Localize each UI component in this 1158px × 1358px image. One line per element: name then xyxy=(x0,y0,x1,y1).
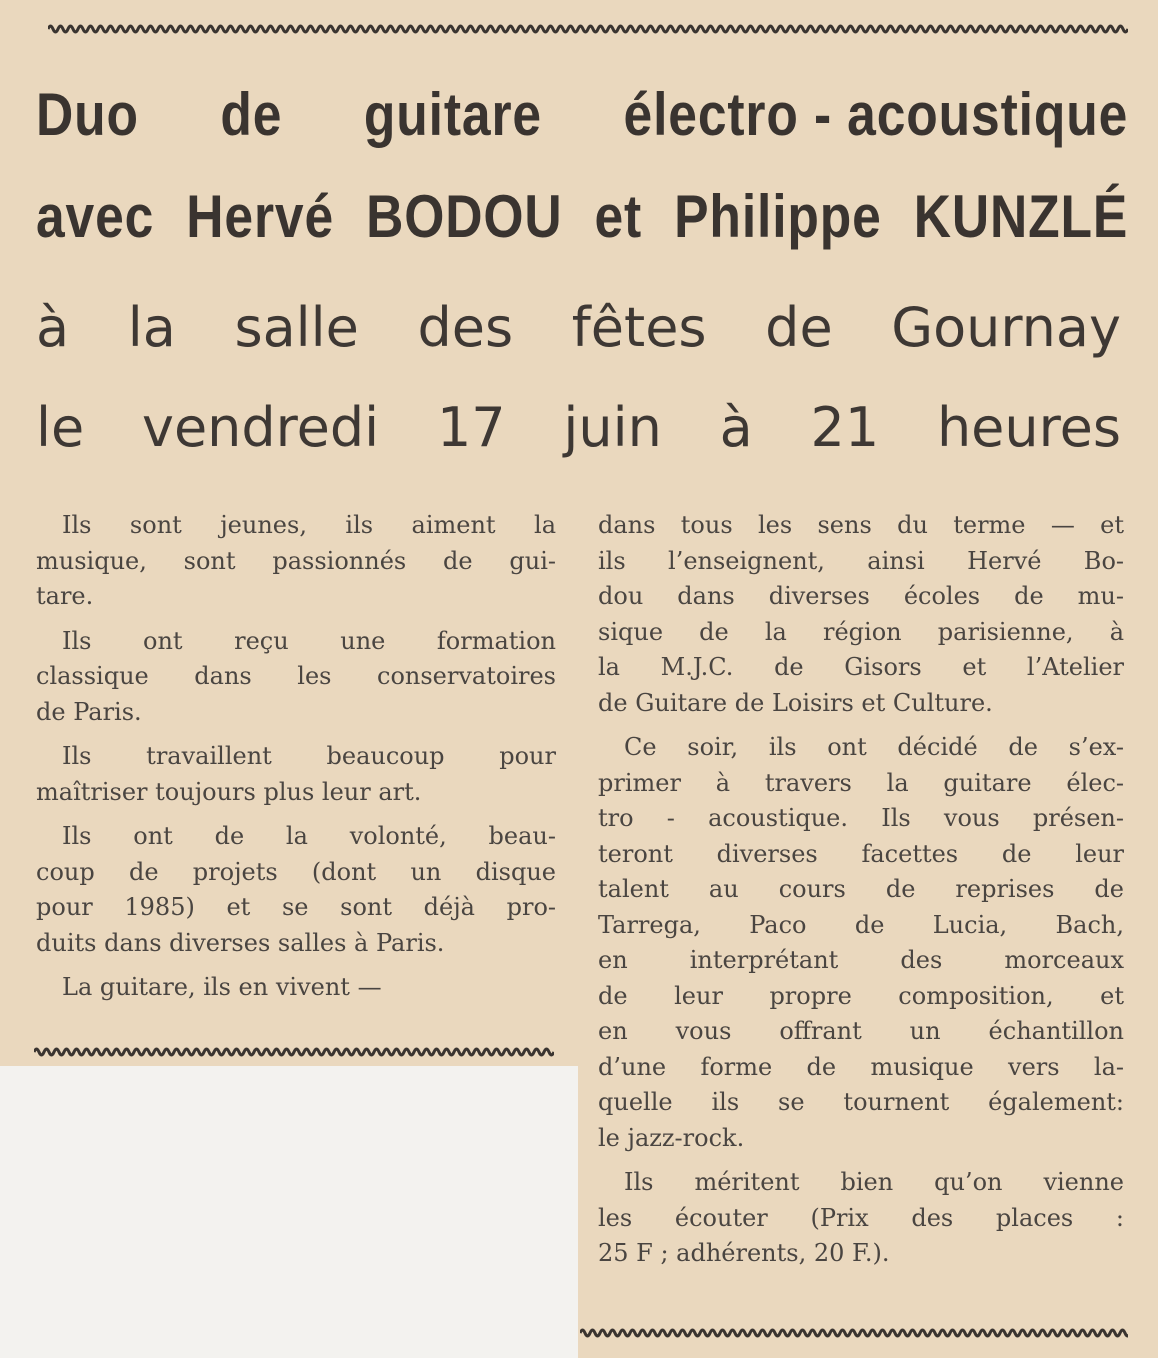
headline-word: à xyxy=(719,396,753,459)
paragraph xyxy=(36,508,556,615)
text-line: La guitare, ils en vivent — xyxy=(62,973,382,1001)
text-line: 25 F ; adhérents, 20 F.). xyxy=(598,1239,890,1267)
text-line: sique de la région parisienne, à xyxy=(598,617,1124,646)
text-line: de leur propre composition, et xyxy=(598,981,1124,1010)
text-line: musique, sont passionnés de gui- xyxy=(36,546,556,575)
text-line: teront diverses facettes de leur xyxy=(598,839,1124,868)
text-line: Ils méritent bien qu’on vienne xyxy=(624,1168,1124,1196)
text-line: Ils ont reçu une formation xyxy=(62,626,556,655)
headline-word: avec xyxy=(36,183,155,250)
headline-word: et xyxy=(594,183,643,250)
text-line: quelle ils se tournent également: xyxy=(598,1088,1124,1116)
right-bottom-wavy-rule xyxy=(580,1326,1128,1340)
text-line: classique dans les conservatoires xyxy=(36,662,556,690)
headline-line-4 xyxy=(36,396,1126,459)
text-line: la M.J.C. de Gisors et l’Atelier xyxy=(598,653,1124,681)
paragraph xyxy=(598,730,1124,1156)
text-line: Ils sont jeunes, ils aiment la xyxy=(62,511,556,539)
headline-word: de xyxy=(765,296,833,359)
paragraph xyxy=(598,1165,1124,1272)
text-line: d’une forme de musique vers la- xyxy=(598,1052,1124,1081)
text-line: de Paris. xyxy=(36,697,142,726)
headline-word: le xyxy=(36,396,85,459)
headline-word: KUNZLÉ xyxy=(913,183,1129,250)
text-line: le jazz-rock. xyxy=(598,1123,745,1152)
text-line: en interprétant des morceaux xyxy=(598,946,1124,974)
headline-word: Philippe xyxy=(674,183,882,250)
headline-word: 17 xyxy=(436,396,506,459)
paragraph xyxy=(36,970,556,1006)
headline-word: vendredi xyxy=(141,396,380,459)
paragraph xyxy=(36,819,556,961)
text-line: de Guitare de Loisirs et Culture. xyxy=(598,688,993,717)
headline-word: à xyxy=(36,296,70,359)
article-right-column xyxy=(598,508,1124,1272)
text-line: pour 1985) et se sont déjà pro- xyxy=(36,893,556,921)
headline-word: de xyxy=(220,81,283,148)
headline-word: guitare xyxy=(363,81,542,148)
text-line: dou dans diverses écoles de mu- xyxy=(598,582,1124,610)
text-line: Tarrega, Paco de Lucia, Bach, xyxy=(598,910,1124,939)
headline-word: Gournay xyxy=(891,296,1121,359)
text-line: tro - acoustique. Ils vous présen- xyxy=(598,804,1124,832)
headline-word: Hervé xyxy=(186,183,335,250)
text-line: en vous offrant un échantillon xyxy=(598,1017,1124,1045)
text-line: les écouter (Prix des places : xyxy=(598,1203,1124,1232)
headline-word: salle xyxy=(234,296,359,359)
headline-word: la xyxy=(127,296,176,359)
text-line: ils l’enseignent, ainsi Hervé Bo- xyxy=(598,546,1124,575)
headline-word: électro - acoustique xyxy=(623,81,1129,148)
text-line: Ils travaillent beaucoup pour xyxy=(62,742,556,770)
headline-word: des xyxy=(417,296,514,359)
headline-word: juin xyxy=(563,396,662,459)
text-line: tare. xyxy=(36,582,94,610)
text-line: duits dans diverses salles à Paris. xyxy=(36,928,445,957)
headline-word: 21 xyxy=(810,396,880,459)
headline-word: BODOU xyxy=(366,183,563,250)
text-line: talent au cours de reprises de xyxy=(598,875,1124,903)
headline-word: fêtes xyxy=(571,296,707,359)
left-bottom-wavy-rule xyxy=(34,1045,554,1059)
text-line: Ils ont de la volonté, beau- xyxy=(62,822,556,850)
blank-background xyxy=(0,1066,578,1358)
text-line: Ce soir, ils ont décidé de s’ex- xyxy=(624,733,1124,761)
text-line: coup de projets (dont un disque xyxy=(36,857,556,886)
headline-line-1 xyxy=(36,80,1129,149)
text-line: dans tous les sens du terme — et xyxy=(598,511,1124,539)
top-wavy-rule xyxy=(48,22,1128,36)
paragraph xyxy=(36,624,556,731)
headline-word: Duo xyxy=(36,81,139,148)
text-line: maîtriser toujours plus leur art. xyxy=(36,777,422,806)
headline-line-2 xyxy=(36,182,1129,251)
headline-word: heures xyxy=(936,396,1121,459)
text-line: primer à travers la guitare élec- xyxy=(598,768,1124,797)
paragraph xyxy=(598,508,1124,721)
paragraph xyxy=(36,739,556,810)
article-left-column xyxy=(36,508,556,1006)
headline-line-3 xyxy=(36,296,1126,359)
